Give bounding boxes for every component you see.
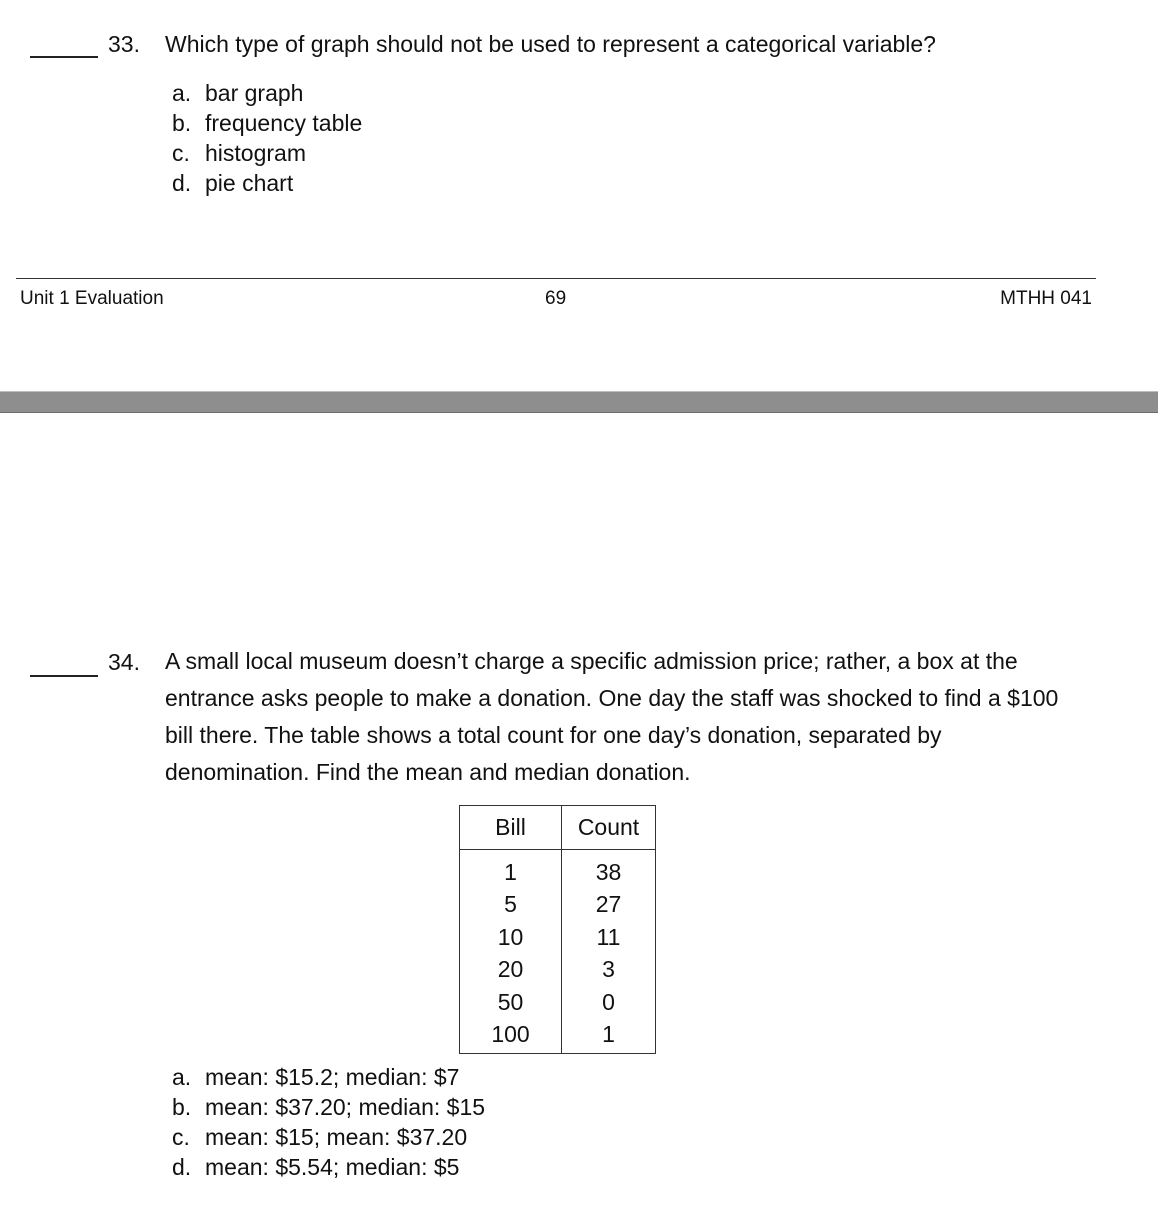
header-count: Count <box>562 806 656 850</box>
choice-text: mean: $15.2; median: $7 <box>205 1064 460 1090</box>
choice-text: bar graph <box>205 80 304 106</box>
choice-34-a <box>172 1062 485 1092</box>
question-34-text: A small local museum doesn’t charge a specific admission price; rather, a box at the entrance asks people to make a donation. One day the staff was shocked to find a $100 bill there. The table shows a total count for one day’s donation, separated by denomination. Find the mean and median donation. <box>165 648 1059 785</box>
question-33-text: Which type of graph should not be used to represent a categorical variable? <box>165 31 936 57</box>
table-row <box>460 954 656 987</box>
choice-text: mean: $15; mean: $37.20 <box>205 1124 468 1150</box>
answer-blank-33[interactable] <box>30 56 98 58</box>
choice-text: pie chart <box>205 170 294 196</box>
choice-33-d <box>172 168 362 198</box>
choice-34-d <box>172 1152 485 1182</box>
choice-letter: d. <box>172 1154 192 1180</box>
bill-cell: 20 <box>460 954 562 987</box>
choice-letter: c. <box>172 140 190 166</box>
table-row <box>460 986 656 1019</box>
choice-letter: b. <box>172 1094 192 1120</box>
count-cell: 3 <box>562 954 656 987</box>
question-33-number: 33. <box>108 31 140 57</box>
donation-table <box>459 805 656 1054</box>
count-cell: 0 <box>562 986 656 1019</box>
bill-cell: 10 <box>460 921 562 954</box>
bill-cell: 100 <box>460 1019 562 1054</box>
choice-text: mean: $5.54; median: $5 <box>205 1154 460 1180</box>
choice-text: mean: $37.20; median: $15 <box>205 1094 486 1120</box>
footer-page-number: 69 <box>545 288 567 309</box>
answer-blank-34[interactable] <box>30 675 98 677</box>
table-row <box>460 889 656 922</box>
header-bill: Bill <box>460 806 562 850</box>
footer-left: Unit 1 Evaluation <box>20 288 164 309</box>
count-cell: 11 <box>562 921 656 954</box>
count-cell: 1 <box>562 1019 656 1054</box>
table-row <box>460 1019 656 1054</box>
count-cell: 27 <box>562 889 656 922</box>
bill-cell: 50 <box>460 986 562 1019</box>
choice-33-a <box>172 78 362 108</box>
question-34-choices <box>172 1062 485 1182</box>
choice-letter: d. <box>172 170 192 196</box>
choice-letter: c. <box>172 1124 190 1150</box>
table-row <box>460 850 656 889</box>
choice-text: histogram <box>205 140 306 166</box>
count-cell: 38 <box>562 850 656 889</box>
bill-cell: 5 <box>460 889 562 922</box>
choice-letter: b. <box>172 110 192 136</box>
table-header-row <box>460 806 656 850</box>
footer-right: MTHH 041 <box>1000 288 1092 309</box>
choice-34-c <box>172 1122 485 1152</box>
bill-cell: 1 <box>460 850 562 889</box>
table-row <box>460 921 656 954</box>
choice-letter: a. <box>172 80 192 106</box>
choice-33-b <box>172 108 362 138</box>
choice-34-b <box>172 1092 485 1122</box>
choice-33-c <box>172 138 362 168</box>
footer-rule <box>16 278 1096 279</box>
choice-text: frequency table <box>205 110 363 136</box>
question-34-number: 34. <box>108 649 140 675</box>
page-separator <box>0 391 1158 413</box>
question-33-choices <box>172 78 362 198</box>
choice-letter: a. <box>172 1064 192 1090</box>
